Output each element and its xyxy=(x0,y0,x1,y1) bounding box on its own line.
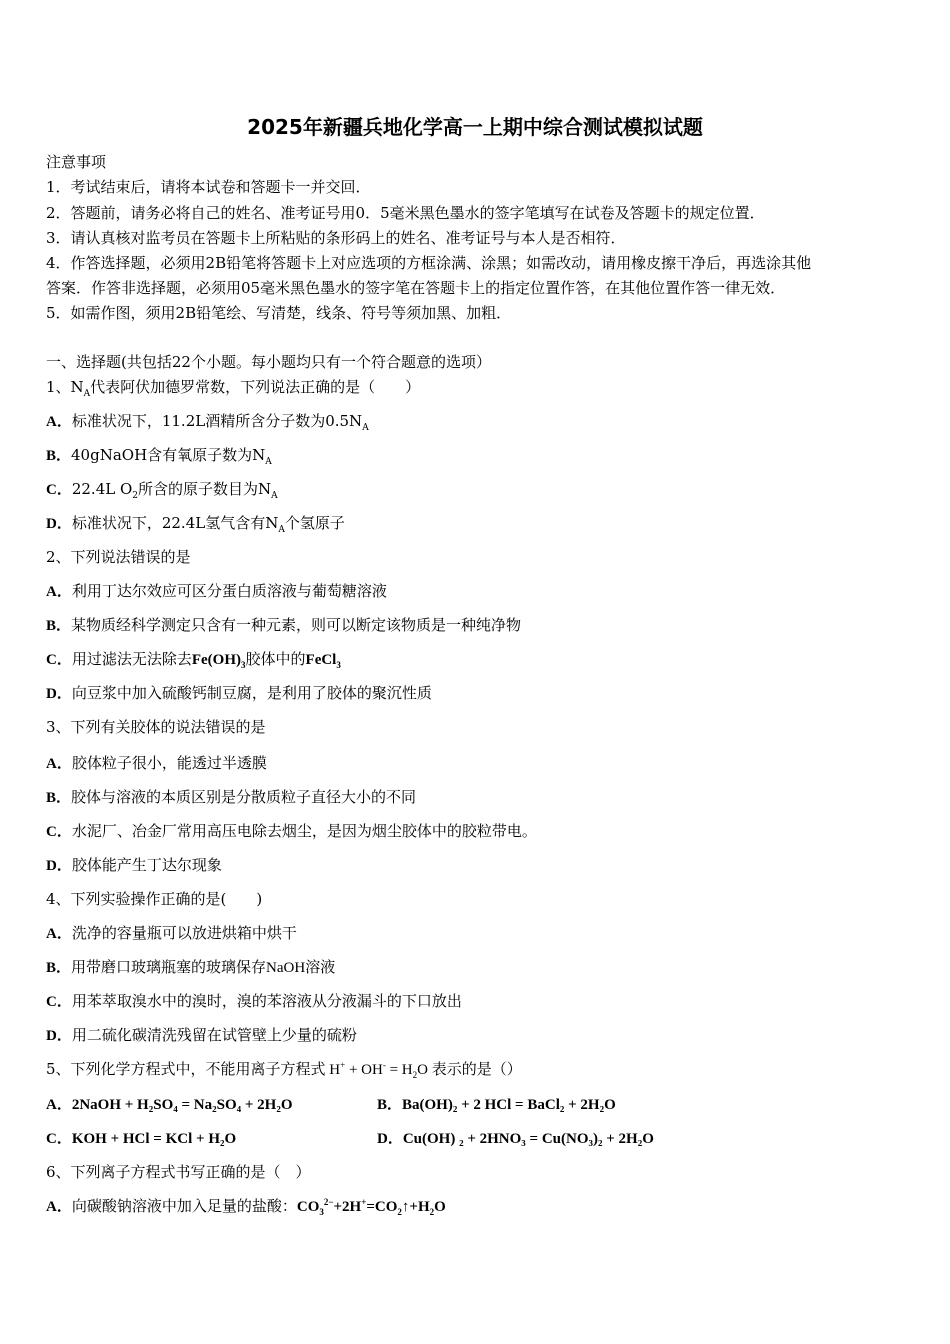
question-6-stem: 6、下列离子方程式书写正确的是（ ） xyxy=(46,1163,311,1181)
notice-heading: 注意事项 xyxy=(46,153,107,171)
q4-b-text: 用带磨口玻璃瓶塞的玻璃保存 xyxy=(71,958,267,976)
question-5-option-d xyxy=(377,1127,654,1148)
question-1-option-c xyxy=(46,478,278,499)
q1-a-text: 标准状况下，11.2L酒精所含分子数为0.5N xyxy=(71,412,363,430)
q1-stem-text: 1、N xyxy=(46,378,84,396)
q5-a-equation: 2NaOH + H₂SO₄ = Na₂SO₄ + 2H₂O xyxy=(71,1097,293,1113)
q1-c-sub: 2 xyxy=(132,491,139,501)
question-2-option-d xyxy=(46,682,432,703)
notice-item-4: 4．作答选择题，必须用2B铅笔将答题卡上对应选项的方框涂满、涂黑；如需改动，请用橡皮擦干净后，再选涂其他 xyxy=(46,254,812,272)
option-letter-d: D． xyxy=(46,686,72,702)
q2-c-text-2: 胶体中的 xyxy=(245,650,306,668)
notice-item-3: 3．请认真核对监考员在答题卡上所粘贴的条形码上的姓名、准考证号与本人是否相符． xyxy=(46,229,626,247)
q1-d-sub: A xyxy=(278,525,285,535)
question-4-option-b xyxy=(46,956,335,977)
q4-b-formula: NaOH xyxy=(266,960,306,976)
notice-item-4-cont: 答案．作答非选择题，必须用05毫米黑色墨水的签字笔在答题卡上的指定位置作答，在其他位置作答一律无效． xyxy=(46,279,786,297)
page-title: 2025年新疆兵地化学高一上期中综合测试模拟试题 xyxy=(247,115,703,139)
option-letter-b: B． xyxy=(377,1097,403,1113)
question-4-option-a xyxy=(46,922,297,943)
question-5-stem xyxy=(46,1058,522,1079)
question-5-option-b xyxy=(377,1093,616,1114)
question-2-option-c xyxy=(46,648,341,669)
question-4-option-c xyxy=(46,990,462,1011)
option-letter-b: B． xyxy=(46,960,72,976)
option-letter-a: A． xyxy=(46,584,72,600)
option-letter-a: A． xyxy=(46,1199,72,1215)
notice-item-1: 1．考试结束后，请将本试卷和答题卡一并交回． xyxy=(46,178,371,196)
option-letter-b: B． xyxy=(46,618,72,634)
option-letter-d: D． xyxy=(46,1028,72,1044)
question-3-option-b xyxy=(46,786,416,807)
notice-item-2: 2．答题前，请务必将自己的姓名、准考证号用0．5毫米黑色墨水的签字笔填写在试卷及答题卡的规定位置． xyxy=(46,204,765,222)
question-3-stem: 3、下列有关胶体的说法错误的是 xyxy=(46,718,266,736)
q2-a-text: 利用丁达尔效应可区分蛋白质溶液与葡萄糖溶液 xyxy=(71,582,387,600)
option-letter-c: C． xyxy=(46,482,72,498)
q4-d-text: 用二硫化碳清洗残留在试管壁上少量的硫粉 xyxy=(71,1026,357,1044)
q5-ionic-equation: $H^+ + OH^- = H_2O$ xyxy=(325,1060,432,1080)
option-letter-c: C． xyxy=(46,1131,72,1147)
option-letter-a: A． xyxy=(46,1097,72,1113)
question-1-option-d xyxy=(46,512,345,533)
option-letter-c: C． xyxy=(46,652,72,668)
option-letter-d: D． xyxy=(46,516,72,532)
option-letter-a: A． xyxy=(46,926,72,942)
q1-a-sub: A xyxy=(362,423,369,433)
q5-stem-text-2: 表示的是（） xyxy=(431,1060,522,1078)
q2-c-text: 用过滤法无法除去 xyxy=(71,650,192,668)
question-6-option-a xyxy=(46,1195,446,1216)
question-1-option-b xyxy=(46,444,272,465)
option-letter-b: B． xyxy=(46,790,72,806)
question-5-option-c xyxy=(46,1127,236,1148)
question-2-stem: 2、下列说法错误的是 xyxy=(46,548,191,566)
section-heading: 一、选择题(共包括22个小题。每小题均只有一个符合题意的选项） xyxy=(46,353,491,371)
question-2-option-a xyxy=(46,580,387,601)
q1-c-text-2: 所含的原子数目为N xyxy=(138,480,272,498)
option-letter-d: D． xyxy=(46,858,72,874)
q4-b-text-2: 溶液 xyxy=(305,958,336,976)
question-1-option-a xyxy=(46,410,369,431)
question-4-stem: 4、下列实验操作正确的是( ) xyxy=(46,890,263,908)
notice-item-5: 5．如需作图，须用2B铅笔绘、写清楚，线条、符号等须加黑、加粗． xyxy=(46,304,512,322)
q4-c-text: 用苯萃取溴水中的溴时，溴的苯溶液从分液漏斗的下口放出 xyxy=(71,992,462,1010)
question-5-option-a xyxy=(46,1093,293,1114)
question-3-option-c xyxy=(46,820,537,841)
q3-c-text: 水泥厂、冶金厂常用高压电除去烟尘，是因为烟尘胶体中的胶粒带电。 xyxy=(71,822,537,840)
q2-b-text: 某物质经科学测定只含有一种元素，则可以断定该物质是一种纯净物 xyxy=(71,616,522,634)
q5-d-equation: Cu(OH) ₂ + 2HNO₃ = Cu(NO₃)₂ + 2H₂O xyxy=(402,1131,654,1147)
q4-a-text: 洗净的容量瓶可以放进烘箱中烘干 xyxy=(71,924,297,942)
question-3-option-d xyxy=(46,854,222,875)
q2-c-sub: 3 xyxy=(241,660,246,670)
q6-a-text: 向碳酸钠溶液中加入足量的盐酸： xyxy=(71,1197,297,1215)
q1-b-sub: A xyxy=(265,457,272,467)
q5-stem-text: 5、下列化学方程式中，不能用离子方程式 xyxy=(46,1060,326,1078)
option-letter-d: D． xyxy=(377,1131,403,1147)
q1-d-text: 标准状况下，22.4L氢气含有N xyxy=(71,514,279,532)
q5-b-equation: Ba(OH)₂ + 2 HCl = BaCl₂ + 2H₂O xyxy=(402,1097,616,1113)
q2-d-text: 向豆浆中加入硫酸钙制豆腐，是利用了胶体的聚沉性质 xyxy=(71,684,432,702)
question-2-option-b xyxy=(46,614,521,635)
q2-c-formula-2: FeCl xyxy=(305,652,337,668)
option-letter-a: A． xyxy=(46,756,72,772)
q1-stem-sub: A xyxy=(83,389,91,399)
q1-d-text-2: 个氢原子 xyxy=(284,514,345,532)
question-3-option-a xyxy=(46,752,267,773)
option-letter-b: B． xyxy=(46,448,72,464)
option-letter-c: C． xyxy=(46,824,72,840)
q2-c-formula: Fe(OH) xyxy=(191,652,242,668)
q1-c-sub-2: A xyxy=(271,491,278,501)
q2-c-sub-2: 3 xyxy=(336,660,341,670)
q3-d-text: 胶体能产生丁达尔现象 xyxy=(71,856,222,874)
q1-stem-text-2: 代表阿伏加德罗常数，下列说法正确的是（ ） xyxy=(90,378,421,396)
q5-c-equation: KOH + HCl = KCl + H₂O xyxy=(71,1131,237,1147)
q1-b-text: 40gNaOH含有氧原子数为N xyxy=(71,446,266,464)
option-letter-a: A． xyxy=(46,414,72,430)
option-letter-c: C． xyxy=(46,994,72,1010)
q3-b-text: 胶体与溶液的本质区别是分散质粒子直径大小的不同 xyxy=(71,788,417,806)
q3-a-text: 胶体粒子很小，能透过半透膜 xyxy=(71,754,267,772)
q6-a-equation: $CO_3^{2-}+2H^+=CO_2↑+H_2O$ xyxy=(296,1197,446,1217)
question-1-stem xyxy=(46,376,420,397)
q1-c-text: 22.4L O xyxy=(71,480,133,498)
question-4-option-d xyxy=(46,1024,357,1045)
